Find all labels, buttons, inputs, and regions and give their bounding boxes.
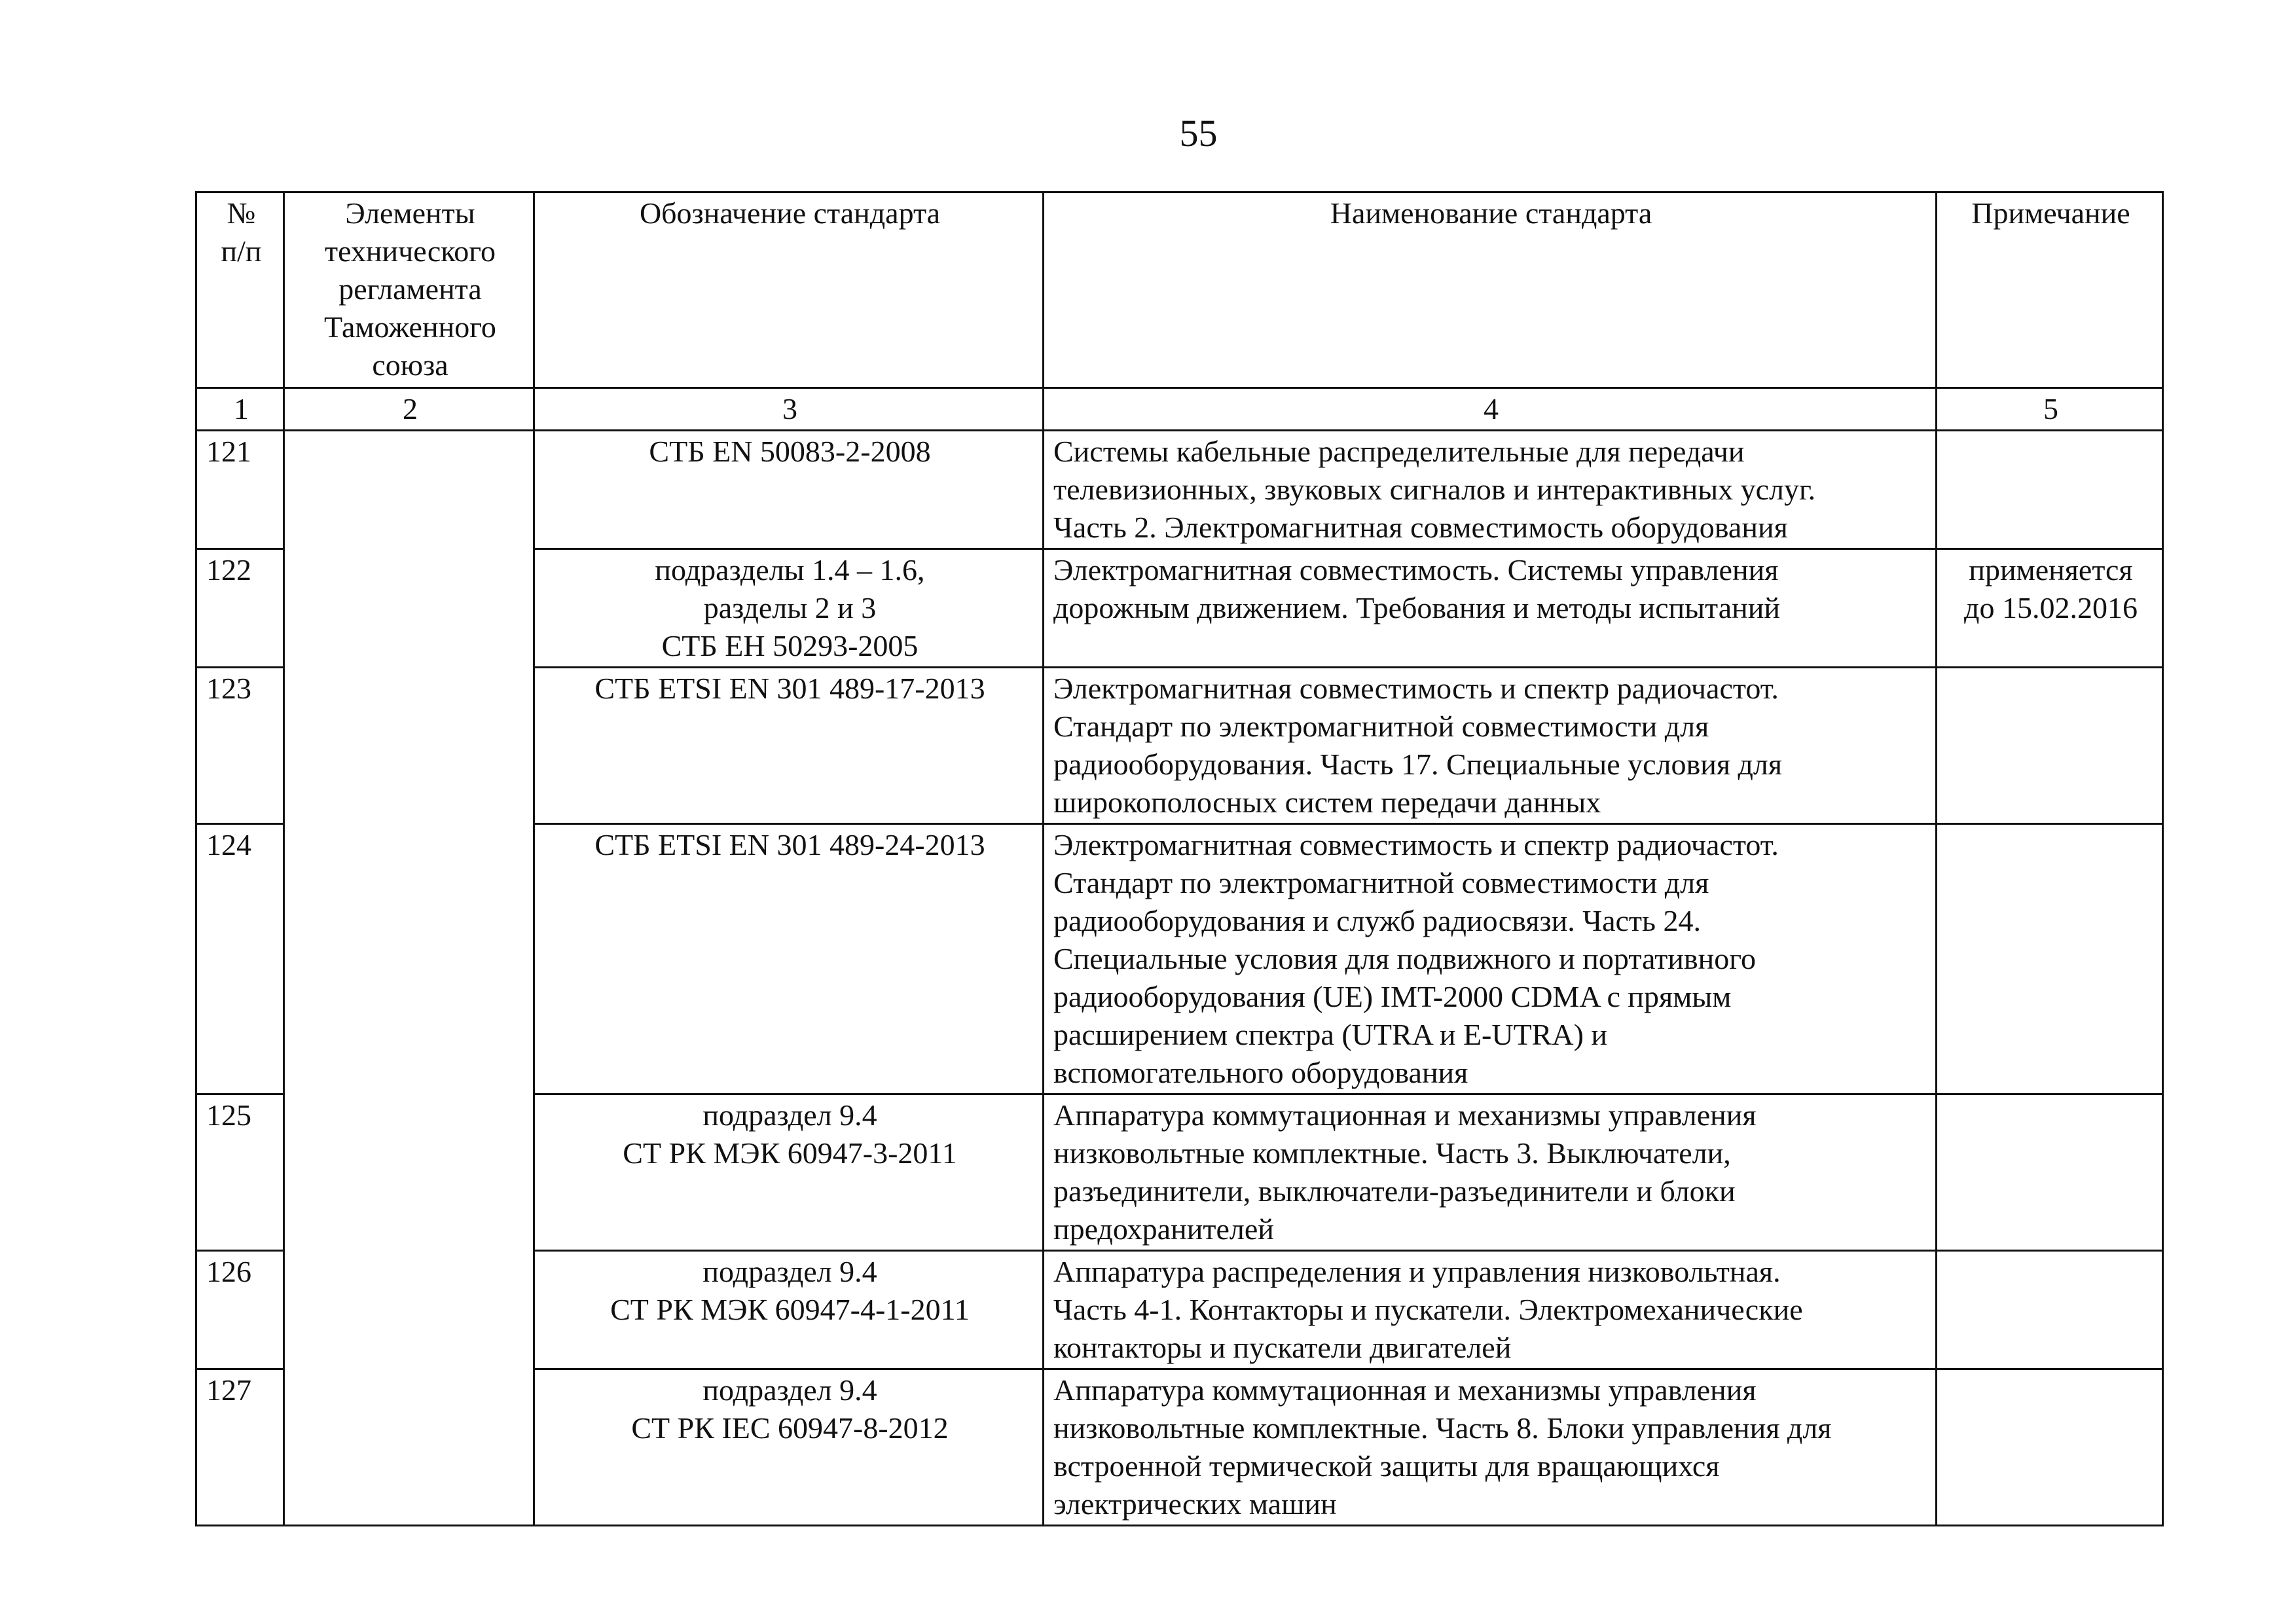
row-designation: СТБ ETSI EN 301 489-17-2013 (534, 668, 1044, 824)
row-num: 121 (196, 431, 284, 549)
elements-cell (284, 431, 534, 1526)
row-num: 126 (196, 1251, 284, 1369)
row-note (1937, 1094, 2163, 1251)
row-name: Аппаратура распределения и управления низковольтная. Часть 4-1. Контакторы и пускатели. Электромеханические контакторы и пускатели двигателей (1044, 1251, 1937, 1369)
row-name: Аппаратура коммутационная и механизмы управления низковольтные комплектные. Часть 3. Выключатели, разъединители, выключатели-разъединители и блоки предохранителей (1044, 1094, 1937, 1251)
row-designation: СТБ EN 50083-2-2008 (534, 431, 1044, 549)
column-number: 4 (1044, 388, 1937, 431)
header-name: Наименование стандарта (1044, 192, 1937, 388)
header-note: Примечание (1937, 192, 2163, 388)
row-name: Электромагнитная совместимость. Системы управления дорожным движением. Требования и методы испытаний (1044, 549, 1937, 668)
row-note (1937, 1369, 2163, 1526)
column-number: 3 (534, 388, 1044, 431)
table-row (196, 431, 2163, 549)
row-num: 123 (196, 668, 284, 824)
row-designation: подраздел 9.4 СТ РК МЭК 60947-4-1-2011 (534, 1251, 1044, 1369)
standards-table (195, 191, 2164, 1526)
header-designation: Обозначение стандарта (534, 192, 1044, 388)
row-num: 124 (196, 824, 284, 1094)
header-num: № п/п (196, 192, 284, 388)
row-note (1937, 431, 2163, 549)
column-numbers-row (196, 388, 2163, 431)
row-designation: подраздел 9.4 СТ РК МЭК 60947-3-2011 (534, 1094, 1044, 1251)
row-name: Системы кабельные распределительные для передачи телевизионных, звуковых сигналов и интерактивных услуг. Часть 2. Электромагнитная совместимость оборудования (1044, 431, 1937, 549)
row-designation: подразделы 1.4 – 1.6, разделы 2 и 3 СТБ ЕН 50293-2005 (534, 549, 1044, 668)
table-header-row (196, 192, 2163, 388)
row-designation: подраздел 9.4 СТ РК IEC 60947-8-2012 (534, 1369, 1044, 1526)
column-number: 2 (284, 388, 534, 431)
row-num: 127 (196, 1369, 284, 1526)
row-name: Электромагнитная совместимость и спектр радиочастот. Стандарт по электромагнитной совместимости для радиооборудования и служб радиосвязи. Часть 24. Специальные условия для подвижного и портативного радиооборудования (UE) IMT-2000 CDMA с прямым расширением спектра (UTRA и E-UTRA) и вспомогательного оборудования (1044, 824, 1937, 1094)
page-number: 55 (1179, 112, 1218, 154)
row-note (1937, 668, 2163, 824)
row-note (1937, 824, 2163, 1094)
row-num: 125 (196, 1094, 284, 1251)
header-elements: Элементы технического регламента Таможенного союза (284, 192, 534, 388)
row-num: 122 (196, 549, 284, 668)
column-number: 1 (196, 388, 284, 431)
row-name: Аппаратура коммутационная и механизмы управления низковольтные комплектные. Часть 8. Блоки управления для встроенной термической защиты для вращающихся электрических машин (1044, 1369, 1937, 1526)
column-number: 5 (1937, 388, 2163, 431)
row-name: Электромагнитная совместимость и спектр радиочастот. Стандарт по электромагнитной совместимости для радиооборудования. Часть 17. Специальные условия для широкополосных систем передачи данных (1044, 668, 1937, 824)
row-note (1937, 1251, 2163, 1369)
row-note: применяется до 15.02.2016 (1937, 549, 2163, 668)
row-designation: СТБ ETSI EN 301 489-24-2013 (534, 824, 1044, 1094)
